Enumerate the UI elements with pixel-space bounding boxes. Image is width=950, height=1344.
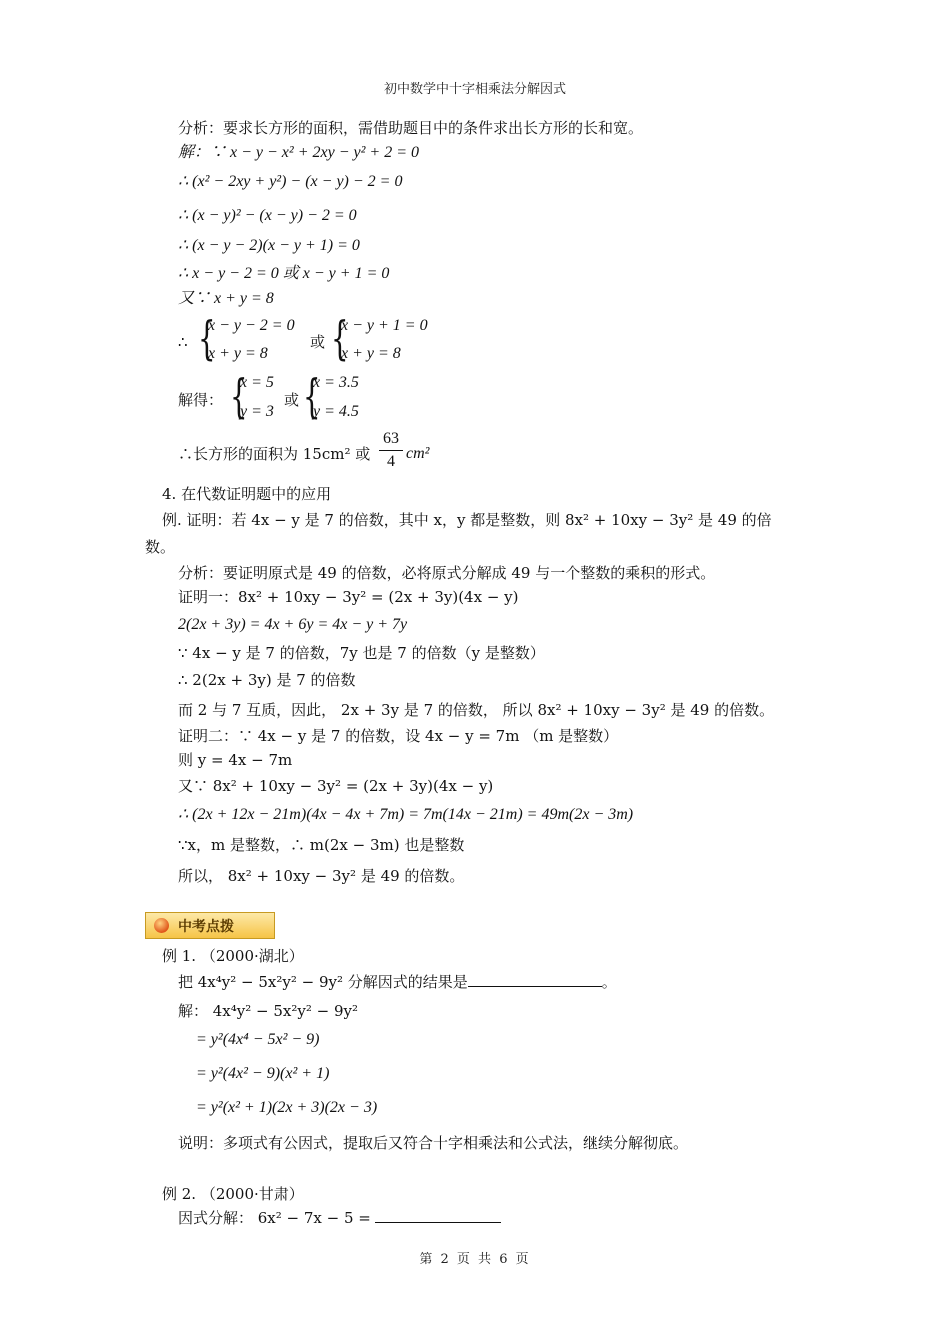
solution-line-5: ∴ x − y − 2 = 0 或 x − y + 1 = 0 (178, 265, 390, 282)
fraction-numerator: 63 (383, 430, 399, 447)
system2-or: 或 (284, 391, 300, 409)
system2-prefix: 解得： (178, 391, 224, 409)
system1-or: 或 (310, 333, 326, 351)
example-1-solution-2: = y²(4x⁴ − 5x² − 9) (196, 1031, 320, 1048)
section-4-heading: 4. 在代数证明题中的应用 (162, 485, 332, 503)
answer-blank[interactable] (468, 972, 602, 987)
example-1-question (178, 972, 617, 992)
proof1-line-1: 证明一：8x² + 10xy − 3y² = (2x + 3y)(4x − y) (178, 588, 519, 606)
proof2-line-4: ∴ (2x + 12x − 21m)(4x − 4x + 7m) = 7m(14x − 21m) = 49m(2x − 3m) (178, 806, 634, 823)
circle-icon (154, 918, 169, 933)
solution-line-2: ∴ (x² − 2xy + y²) − (x − y) − 2 = 0 (178, 173, 403, 190)
solution-line-1: 解：∵ x − y − x² + 2xy − y² + 2 = 0 (178, 144, 419, 161)
example-statement: 例. 证明：若 4x − y 是 7 的倍数，其中 x，y 都是整数，则 8x² + 10xy − 3y² 是 49 的倍 (162, 511, 772, 529)
solution-line-6: 又∵ x + y = 8 (178, 290, 274, 307)
area-unit: cm² (406, 445, 430, 462)
proof2-line-6: 所以， 8x² + 10xy − 3y² 是 49 的倍数。 (178, 867, 465, 885)
example-statement-cont: 数。 (145, 538, 176, 556)
left-brace-icon: { (331, 311, 349, 365)
proof2-line-5: ∵x，m 是整数，∴ m(2x − 3m) 也是整数 (178, 836, 465, 854)
proof1-line-3: ∵ 4x − y 是 7 的倍数，7y 也是 7 的倍数（y 是整数） (178, 644, 545, 662)
example-1-title: 例 1. （2000·湖北） (162, 947, 304, 965)
example-1-note: 说明：多项式有公因式，提取后又符合十字相乘法和公式法，继续分解彻底。 (178, 1134, 689, 1152)
proof1-line-5: 而 2 与 7 互质，因此， 2x + 3y 是 7 的倍数， 所以 8x² + 10xy − 3y² 是 49 的倍数。 (178, 701, 775, 719)
example-1-question-text: 把 4x⁴y² − 5x²y² − 9y² 分解因式的结果是 (178, 973, 468, 991)
example-2-question-text: 因式分解： 6x² − 7x − 5 = (178, 1209, 371, 1227)
example-1-question-end: 。 (601, 973, 617, 991)
proof2-line-1: 证明二：∵ 4x − y 是 7 的倍数，设 4x − y = 7m （m 是整数） (178, 727, 619, 745)
fraction-bar (379, 450, 403, 451)
solution-line-3: ∴ (x − y)² − (x − y) − 2 = 0 (178, 207, 357, 224)
badge-label: 中考点拨 (178, 919, 234, 935)
proof1-line-2: 2(2x + 3y) = 4x + 6y = 4x − y + 7y (178, 616, 408, 633)
exam-tips-badge (145, 912, 275, 939)
system1-eq4: x + y = 8 (341, 345, 401, 362)
example-2-title: 例 2. （2000·甘肃） (162, 1185, 304, 1203)
analysis-line: 分析：要求长方形的面积，需借助题目中的条件求出长方形的长和宽。 (178, 119, 644, 137)
example-1-solution-1: 解： 4x⁴y² − 5x²y² − 9y² (178, 1002, 359, 1020)
fraction-denominator: 4 (387, 453, 395, 470)
solution-line-4: ∴ (x − y − 2)(x − y + 1) = 0 (178, 237, 360, 254)
system2-eq4: y = 4.5 (313, 403, 359, 420)
system2-eq1: x = 5 (240, 374, 274, 391)
system2-eq2: y = 3 (240, 403, 274, 420)
area-conclusion: ∴长方形的面积为 15cm² 或 (178, 445, 371, 463)
proof1-line-4: ∴ 2(2x + 3y) 是 7 的倍数 (178, 671, 356, 689)
example-2-question (178, 1208, 501, 1228)
system1-eq2: x + y = 8 (208, 345, 268, 362)
left-brace-icon: { (230, 369, 248, 423)
proof-analysis: 分析：要证明原式是 49 的倍数，必将原式分解成 49 与一个整数的乘积的形式。 (178, 564, 716, 582)
fraction (378, 430, 404, 471)
system2-eq3: x = 3.5 (313, 374, 359, 391)
page-footer: 第 2 页 共 6 页 (419, 1252, 531, 1267)
system1-eq3: x − y + 1 = 0 (341, 317, 428, 334)
page-header: 初中数学中十字相乘法分解因式 (383, 82, 566, 97)
proof2-line-3: 又∵ 8x² + 10xy − 3y² = (2x + 3y)(4x − y) (178, 777, 494, 795)
example-1-solution-3: = y²(4x² − 9)(x² + 1) (196, 1065, 330, 1082)
proof2-line-2: 则 y = 4x − 7m (178, 751, 293, 769)
answer-blank[interactable] (375, 1208, 501, 1223)
example-1-solution-4: = y²(x² + 1)(2x + 3)(2x − 3) (196, 1099, 378, 1116)
system1-prefix: ∴ (178, 333, 188, 351)
left-brace-icon: { (303, 369, 321, 423)
left-brace-icon: { (198, 311, 216, 365)
system1-eq1: x − y − 2 = 0 (208, 317, 295, 334)
